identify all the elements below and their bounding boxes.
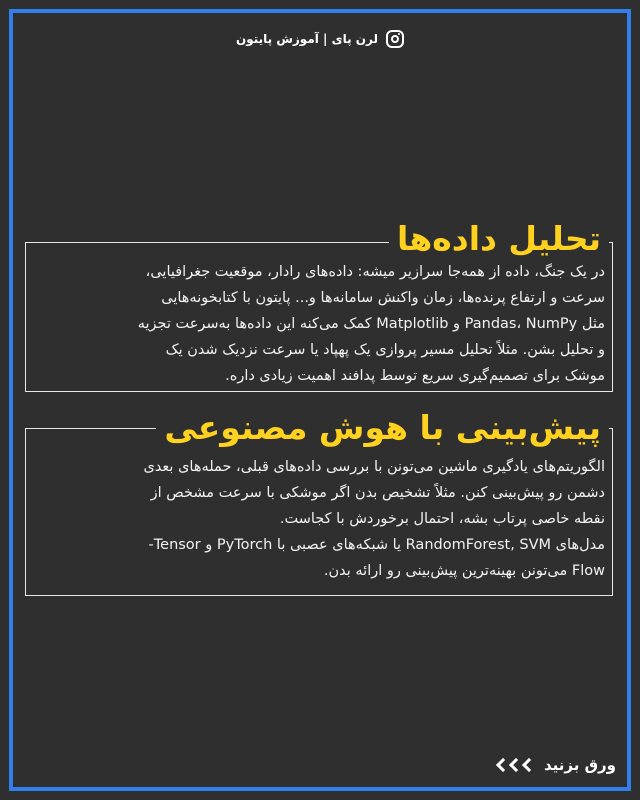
section-body (35, 454, 605, 584)
section-body (35, 259, 605, 389)
body-line: سرعت و ارتفاع پرنده‌ها، زمان واکنش سامانه‌ها و... پایتون با کتابخونه‌هایی (161, 290, 605, 306)
body-line: دشمن رو پیش‌بینی کنن. مثلاً تشخیص بدن اگر موشکی با سرعت مشخص از (150, 485, 605, 501)
body-line: نقطه خاصی پرتاب بشه، احتمال برخوردش با کجاست. (279, 511, 605, 527)
section-ai-prediction (25, 402, 615, 596)
swipe-label: ورق بزنید (544, 756, 616, 774)
instagram-icon (386, 30, 404, 48)
body-line: مدل‌های RandomForest, SVM یا شبکه‌های عصبی با PyTorch و Tensor- (148, 537, 605, 553)
blue-frame (9, 9, 631, 791)
section-data-analysis (25, 214, 615, 392)
footer[interactable] (496, 756, 616, 774)
body-line: موشک برای تصمیم‌گیری سریع توسط پدافند اهمیت زیادی داره. (225, 368, 605, 384)
chevrons-right-icon (496, 760, 534, 770)
header (0, 30, 640, 48)
section-title: تحلیل داده‌ها (389, 214, 609, 264)
body-line: Flow می‌تونن بهینه‌ترین پیش‌بینی رو ارائه بدن. (323, 563, 605, 579)
header-text: لرن پای | آموزش پایتون (235, 32, 379, 46)
body-line: مثل Pandas، NumPy و Matplotlib کمک می‌کنه این داده‌ها به‌سرعت تجزیه (137, 316, 605, 332)
body-line: و تحلیل بشن. مثلاً تحلیل مسیر پروازی یک پهپاد یا سرعت نزدیک شدن یک (165, 342, 605, 358)
body-line: الگوریتم‌های یادگیری ماشین می‌تونن با بررسی داده‌های قبلی، حمله‌های بعدی (143, 459, 605, 475)
section-title: پیش‌بینی با هوش مصنوعی (156, 402, 609, 454)
body-line: در یک جنگ، داده از همه‌جا سرازیر میشه: داده‌های رادار، موقعیت جغرافیایی، (145, 264, 605, 280)
